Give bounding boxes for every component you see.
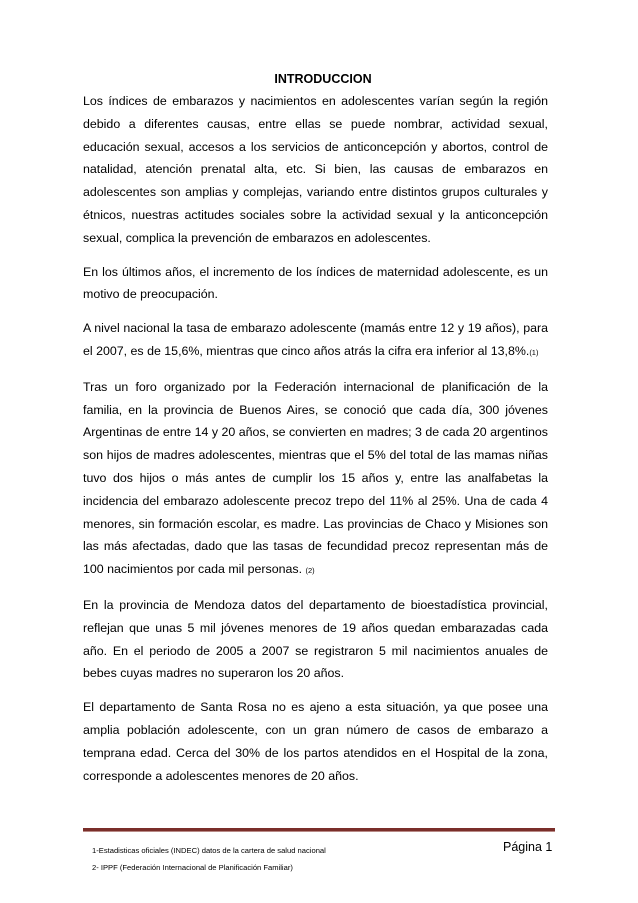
body-text	[83, 90, 548, 798]
paragraph-3	[83, 317, 548, 365]
paragraph-1	[83, 90, 548, 250]
paragraph-5	[83, 594, 548, 685]
reference-marker-2: (2)	[305, 566, 315, 576]
paragraph-4	[83, 376, 548, 583]
paragraph-2-text: En los últimos años, el incremento de los índices de maternidad adolescente, es un motivo de preocupación.	[83, 264, 548, 302]
paragraph-4-text: Tras un foro organizado por la Federación internacional de planificación de la familia, en la provincia de Buenos Aires, se conoció que cada día, 300 jóvenes Argentinas de entre 14 y 20 años, se convierten en madres; 3 de cada 20 argentinos son hijos de madres adolescentes, mientras que el 5% del total de las mamas niñas tuvo dos hijos o más antes de cumplir los 15 años y, entre las analfabetas la incidencia del embarazo adolescente precoz trepo del 11% al 25%. Una de cada 4 menores, sin formación escolar, es madre. Las provincias de Chaco y Misiones son las más afectadas, dado que las tasas de fecundidad precoz representan más de 100 nacimientos por cada mil personas.	[83, 379, 548, 577]
page-number: Página 1	[503, 840, 553, 854]
paragraph-2	[83, 261, 548, 307]
paragraph-5-text: En la provincia de Mendoza datos del departamento de bioestadística provincial, reflejan que unas 5 mil jóvenes menores de 19 años quedan embarazadas cada año. En el periodo de 2005 a 2007 se registraron 5 mil nacimientos anuales de bebes cuyas madres no superaron los 20 años.	[83, 597, 548, 681]
reference-marker-1: (1)	[529, 347, 539, 357]
paragraph-1-text: Los índices de embarazos y nacimientos en adolescentes varían según la región debido a diferentes causas, entre ellas se puede nombrar, actividad sexual, educación sexual, accesos a los servicios de anticoncepción y abortos, control de natalidad, atención prenatal alta, etc. Si bien, las causas de embarazos en adolescentes son amplias y complejas, variando entre distintos grupos culturales y étnicos, nuestras actitudes sociales sobre la actividad sexual y la anticoncepción sexual, complica la prevención de embarazos en adolescentes.	[83, 94, 548, 245]
footnote-2: 2- IPPF (Federación Internacional de Planificación Familiar)	[92, 863, 293, 872]
page-title: INTRODUCCION	[274, 72, 372, 86]
footer-divider	[83, 828, 555, 832]
paragraph-6-text: El departamento de Santa Rosa no es ajeno a esta situación, ya que posee una amplia población adolescente, con un gran número de casos de embarazo a temprana edad. Cerca del 30% de los partos atendidos en el Hospital de la zona, corresponde a adolescentes menores de 20 años.	[83, 700, 548, 783]
paragraph-6	[83, 696, 548, 787]
paragraph-3-text: A nivel nacional la tasa de embarazo adolescente (mamás entre 12 y 19 años), para el 2007, es de 15,6%, mientras que cinco años atrás la cifra era inferior al 13,8%.	[83, 321, 548, 358]
footnote-1: 1-Estadisticas oficiales (INDEC) datos de la cartera de salud nacional	[92, 846, 326, 855]
